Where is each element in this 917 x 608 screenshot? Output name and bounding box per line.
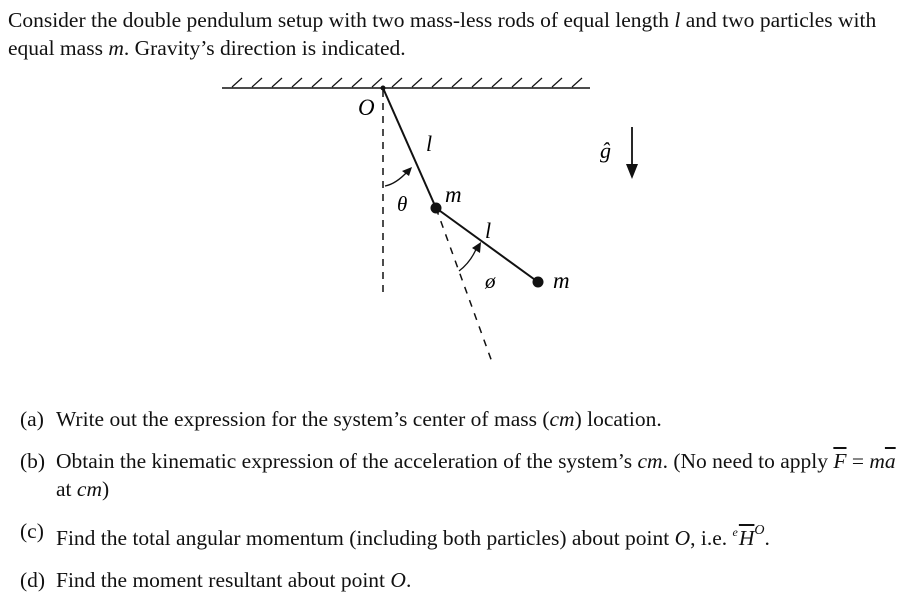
question-label: (a) xyxy=(20,407,44,431)
label-pivot-O: O xyxy=(358,95,375,120)
equation-equals: = xyxy=(846,449,870,473)
question-var: cm xyxy=(76,477,102,501)
question-b xyxy=(20,447,900,503)
question-label: (d) xyxy=(20,568,46,592)
phi-arc xyxy=(459,247,477,271)
question-text: , i.e. xyxy=(690,526,733,550)
mass-2 xyxy=(533,277,544,288)
intro-text-4: . Gravity’s direction is indicated. xyxy=(123,36,406,60)
intro-var-m: m xyxy=(108,36,124,60)
label-rod1-l: l xyxy=(426,131,433,156)
question-text: ) xyxy=(101,477,110,501)
pivot-point xyxy=(381,86,386,91)
symbol-H: $\overline{H}$ xyxy=(738,526,755,550)
question-a xyxy=(20,405,900,433)
equation-a: $\overline{a}$ xyxy=(884,449,896,473)
question-text: Obtain the kinematic expression of the acceleration of the system’s xyxy=(56,449,638,473)
phi-arrowhead xyxy=(472,242,481,253)
question-c xyxy=(20,517,900,552)
intro-var-l: l xyxy=(674,8,681,32)
label-gravity-g: ĝ xyxy=(600,138,611,163)
question-var: O xyxy=(390,568,406,592)
intro-text-1: Consider the double pendulum setup with two mass-less rods of equal length xyxy=(8,8,675,32)
label-phi: ø xyxy=(485,269,496,293)
superscript-e: e xyxy=(732,525,738,539)
question-d xyxy=(20,566,900,594)
label-rod2-l: l xyxy=(485,218,492,243)
question-label: (c) xyxy=(20,519,44,543)
question-text: Write out the expression for the system’s center of mass ( xyxy=(56,407,550,431)
equation-m: m xyxy=(869,449,885,473)
question-text: . xyxy=(764,526,770,550)
gravity-arrowhead xyxy=(626,164,638,179)
intro-text-2: and two xyxy=(680,8,755,32)
mass-1 xyxy=(431,203,442,214)
ceiling-hatching xyxy=(232,78,582,87)
label-mass2-m: m xyxy=(553,268,570,293)
question-text: . (No need to apply xyxy=(662,449,834,473)
label-mass1-m: m xyxy=(445,182,462,207)
question-text: Find the total angular momentum (including both particles) about point xyxy=(56,526,675,550)
question-var: cm xyxy=(549,407,575,431)
superscript-O: O xyxy=(754,523,765,538)
equation-F: $\overline{F}$ xyxy=(833,449,847,473)
question-text: at xyxy=(56,477,77,501)
question-text: Find the moment resultant about point xyxy=(56,568,391,592)
intro-text-3: particles with equal mass xyxy=(8,8,877,60)
question-text: . xyxy=(405,568,412,592)
rod-1-extension xyxy=(436,208,492,362)
theta-arc xyxy=(385,171,408,186)
question-text: ) location. xyxy=(574,407,662,431)
question-var: O xyxy=(674,526,691,550)
question-list xyxy=(20,405,900,608)
question-label: (b) xyxy=(20,449,46,473)
question-var: cm xyxy=(637,449,663,473)
label-theta: θ xyxy=(397,192,408,216)
